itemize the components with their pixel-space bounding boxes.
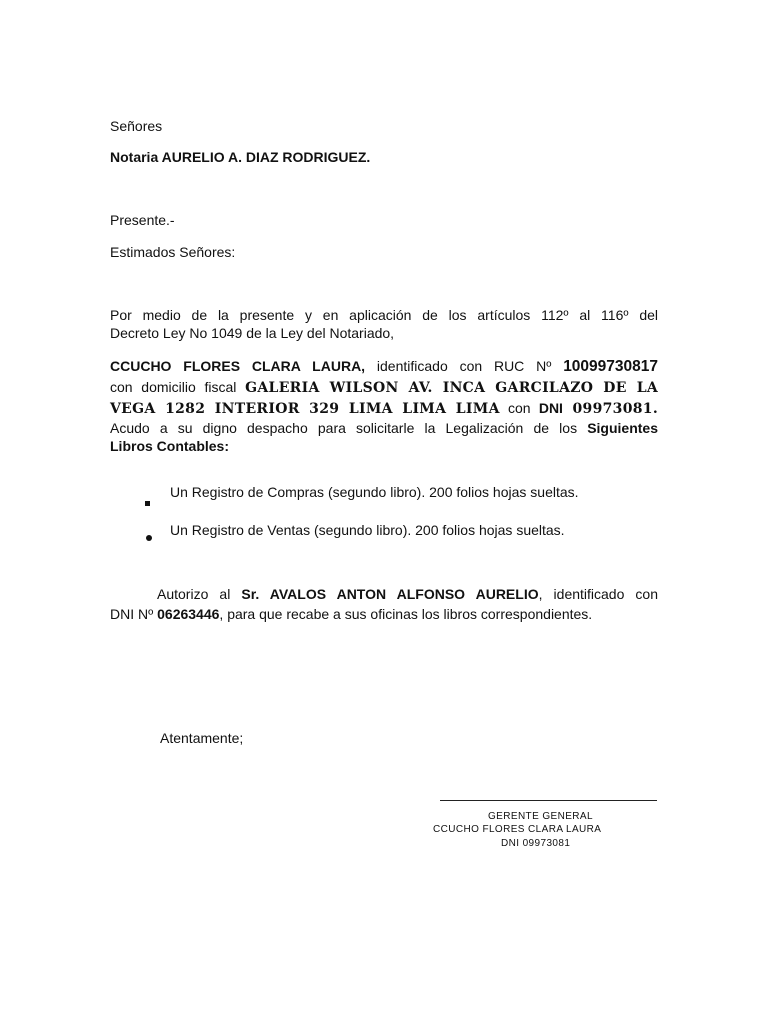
book-item-1: Un Registro de Compras (segundo libro). 200 folios hojas sueltas. xyxy=(170,484,579,500)
authorization-line-2 xyxy=(110,606,592,622)
request-line xyxy=(110,419,658,438)
intro-line-2: Decreto Ley No 1049 de la Ley del Notariado, xyxy=(110,325,395,341)
auth-mid: , identificado con xyxy=(538,586,658,602)
bullet-dot xyxy=(146,528,152,544)
request-bold-1: Siguientes xyxy=(587,420,658,436)
request-bold-2: Libros Contables: xyxy=(110,438,230,454)
auth-dni-prefix: DNI Nº xyxy=(110,606,158,622)
company-name: CCUCHO FLORES CLARA LAURA, xyxy=(110,358,366,374)
signature-line xyxy=(440,800,657,801)
address-part-2: VEGA 1282 INTERIOR 329 LIMA LIMA LIMA xyxy=(110,401,500,417)
closing: Atentamente; xyxy=(160,730,244,746)
auth-person: Sr. AVALOS ANTON ALFONSO AURELIO xyxy=(241,586,539,602)
authorization-line-1 xyxy=(157,585,658,604)
intro-line-1: Por medio de la presente y en aplicación de los artículos 112º al 116º del xyxy=(110,307,658,323)
greeting: Estimados Señores: xyxy=(110,244,236,260)
salutation-to: Señores xyxy=(110,118,163,134)
address-part-1: GALERIA WILSON AV. INCA GARCILAZO DE LA xyxy=(245,380,658,396)
recipient-prefix: Notaria xyxy=(110,149,162,165)
auth-dni-number: 06263446 xyxy=(157,606,220,622)
address-line-1 xyxy=(110,378,658,398)
book-item-2: Un Registro de Ventas (segundo libro). 200 folios hojas sueltas. xyxy=(170,522,565,538)
dni-label: DNI xyxy=(538,400,563,416)
con-text: con xyxy=(499,400,539,416)
signature-dni: DNI 09973081 xyxy=(501,838,571,849)
presente-line: Presente.- xyxy=(110,212,175,228)
auth-suffix: , para que recabe a sus oficinas los libros correspondientes. xyxy=(219,606,593,622)
signature-name: CCUCHO FLORES CLARA LAURA xyxy=(433,824,602,835)
bullet-square xyxy=(145,493,150,509)
recipient-line xyxy=(110,149,370,165)
auth-prefix: Autorizo al xyxy=(157,586,242,602)
company-line xyxy=(110,357,658,376)
domicile-text: con domicilio fiscal xyxy=(110,379,246,395)
address-line-2 xyxy=(110,399,658,419)
ruc-number: 10099730817 xyxy=(563,358,659,375)
recipient-name: AURELIO A. DIAZ RODRIGUEZ. xyxy=(161,149,371,165)
signature-title: GERENTE GENERAL xyxy=(488,811,593,822)
ruc-text: identificado con RUC Nº xyxy=(365,358,564,374)
request-text: Acudo a su digno despacho para solicitarle la Legalización de los xyxy=(110,420,588,436)
dni-number: 09973081. xyxy=(562,401,658,417)
